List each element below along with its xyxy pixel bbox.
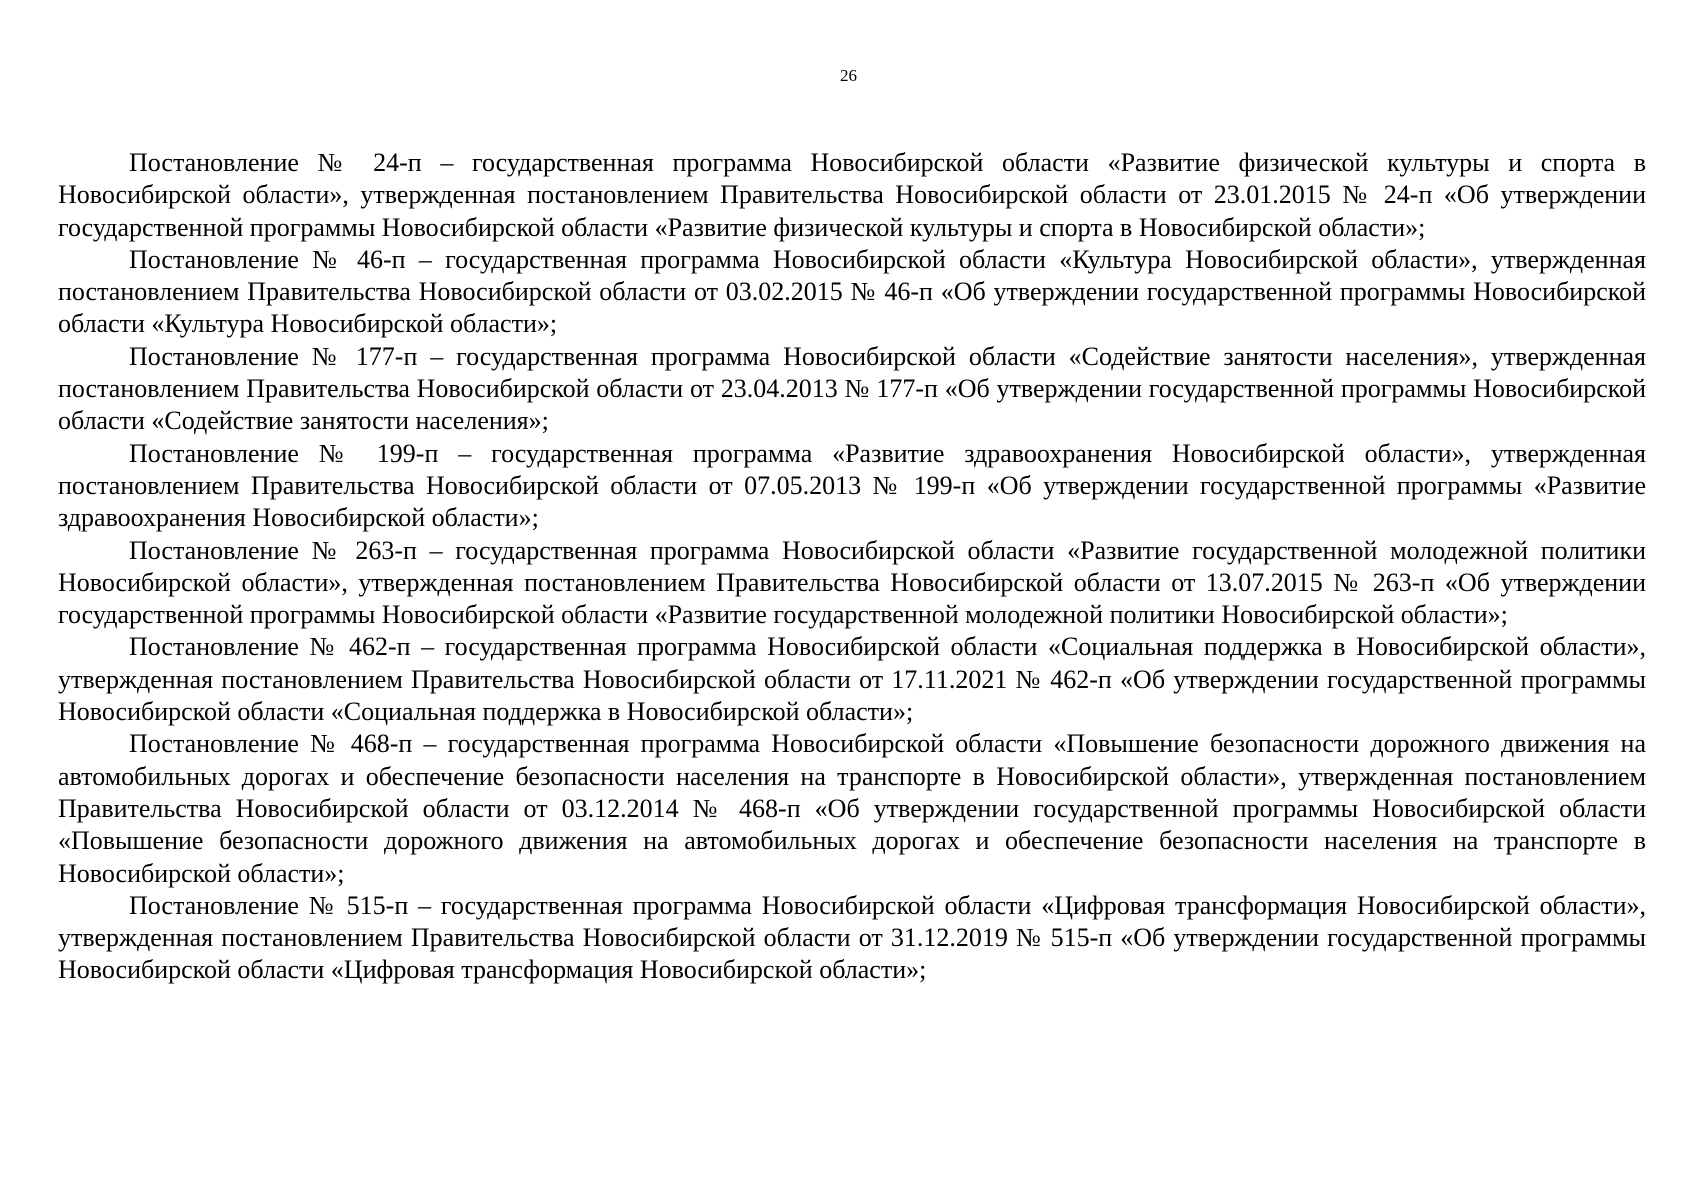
paragraph-resolution-199p: Постановление № 199-п – государственная программа «Развитие здравоохранения Новосибирской области», утвержденная постановлением Правительства Новосибирской области от 07.05.2013 № 199-п «Об утверждении государственной программы «Развитие здравоохранения Новосибирской области»; bbox=[58, 438, 1646, 533]
paragraph-resolution-468p: Постановление № 468-п – государственная программа Новосибирской области «Повышение безопасности дорожного движения на автомобильных дорогах и обеспечение безопасности населения на транспорте в Новосибирской области», утвержденная постановлением Правительства Новосибирской области от 03.12.2014 № 468-п «Об утверждении государственной программы Новосибирской области «Повышение безопасности дорожного движения на автомобильных дорогах и обеспечение безопасности населения на транспорте в Новосибирской области»; bbox=[58, 729, 1646, 888]
document-body bbox=[58, 147, 1646, 987]
paragraph-resolution-177p: Постановление № 177-п – государственная программа Новосибирской области «Содействие занятости населения», утвержденная постановлением Правительства Новосибирской области от 23.04.2013 № 177-п «Об утверждении государственной программы Новосибирской области «Содействие занятости населения»; bbox=[58, 341, 1646, 436]
paragraph-resolution-46p: Постановление № 46-п – государственная программа Новосибирской области «Культура Новосибирской области», утвержденная постановлением Правительства Новосибирской области от 03.02.2015 № 46-п «Об утверждении государственной программы Новосибирской области «Культура Новосибирской области»; bbox=[58, 244, 1646, 339]
paragraph-resolution-462p: Постановление № 462-п – государственная программа Новосибирской области «Социальная поддержка в Новосибирской области», утвержденная постановлением Правительства Новосибирской области от 17.11.2021 № 462-п «Об утверждении государственной программы Новосибирской области «Социальная поддержка в Новосибирской области»; bbox=[58, 632, 1646, 727]
paragraph-resolution-263p: Постановление № 263-п – государственная программа Новосибирской области «Развитие государственной молодежной политики Новосибирской области», утвержденная постановлением Правительства Новосибирской области от 13.07.2015 № 263-п «Об утверждении государственной программы Новосибирской области «Развитие государственной молодежной политики Новосибирской области»; bbox=[58, 535, 1646, 630]
paragraph-resolution-515p: Постановление № 515-п – государственная программа Новосибирской области «Цифровая трансформация Новосибирской области», утвержденная постановлением Правительства Новосибирской области от 31.12.2019 № 515-п «Об утверждении государственной программы Новосибирской области «Цифровая трансформация Новосибирской области»; bbox=[58, 890, 1646, 985]
paragraph-resolution-24p: Постановление № 24-п – государственная программа Новосибирской области «Развитие физической культуры и спорта в Новосибирской области», утвержденная постановлением Правительства Новосибирской области от 23.01.2015 № 24-п «Об утверждении государственной программы Новосибирской области «Развитие физической культуры и спорта в Новосибирской области»; bbox=[58, 148, 1646, 242]
page-number: 26 bbox=[840, 66, 857, 85]
